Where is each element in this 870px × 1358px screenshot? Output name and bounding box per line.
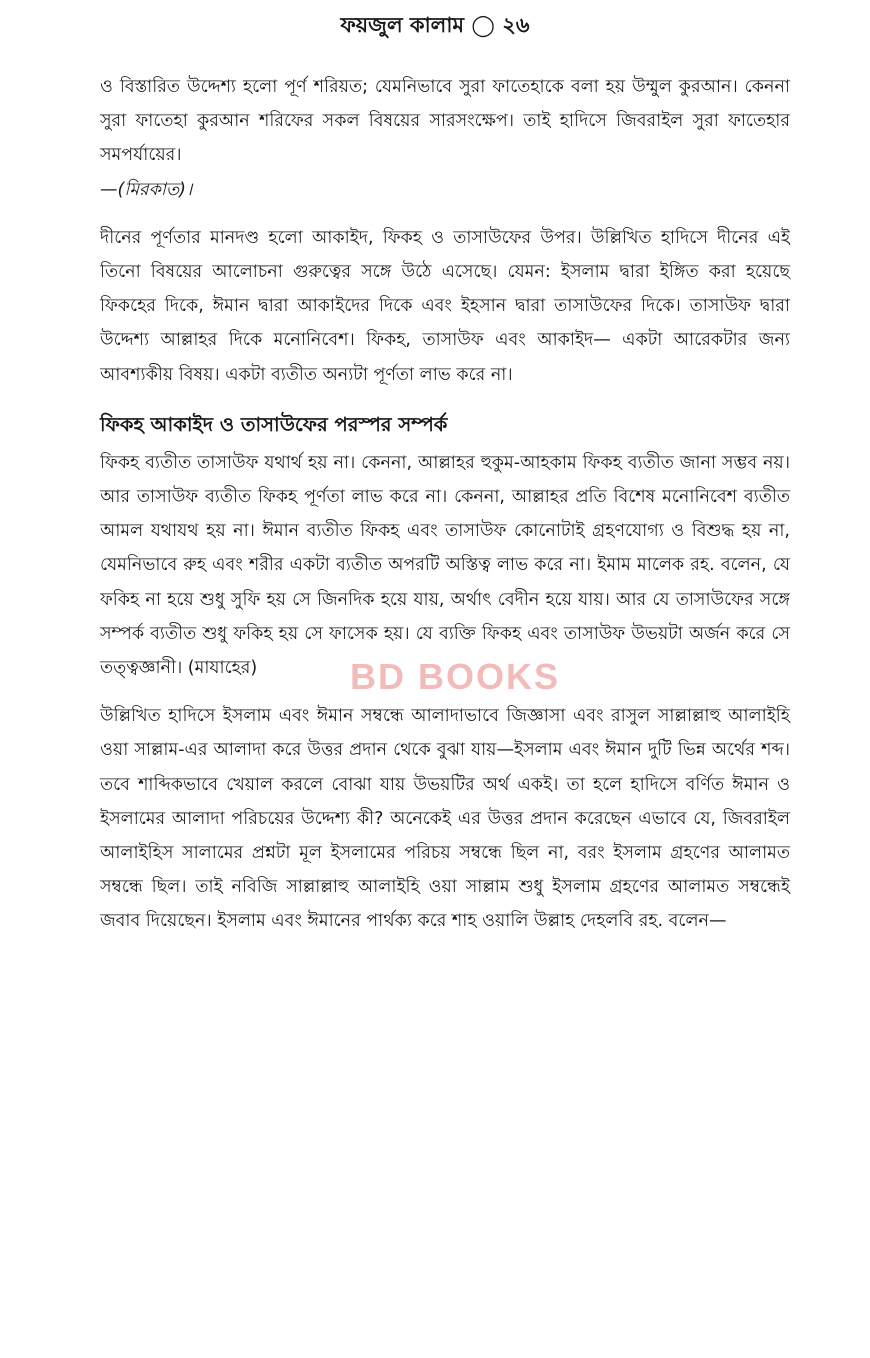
- citation-mirkat: —(মিরকাত)।: [100, 179, 193, 200]
- section-heading: ফিকহ আকাইদ ও তাসাউফের পরস্পর সম্পর্ক: [100, 412, 448, 436]
- header-separator-icon: ◯: [471, 13, 495, 37]
- book-title: ফয়জুল কালাম: [340, 13, 465, 37]
- page-header: [0, 8, 870, 42]
- page-number: ২৬: [502, 13, 530, 37]
- paragraph-1: ও বিস্তারিত উদ্দেশ্য হলো পূর্ণ শরিয়ত; যেমনিভাবে সুরা ফাতেহাকে বলা হয় উম্মুল কুরআন। কেননা সুরা ফাতেহা কুরআন শরিফের সকল বিষয়ের সারসংক্ষেপ। তাই হাদিসে জিবরাইল সুরা ফাতেহার সমপর্যায়ের।: [100, 77, 790, 166]
- paragraph-4: উল্লিখিত হাদিসে ইসলাম এবং ঈমান সম্বন্ধে আলাদাভাবে জিজ্ঞাসা এবং রাসুল সাল্লাল্লাহু আলাইহি ওয়া সাল্লাম-এর আলাদা করে উত্তর প্রদান থেকে বুঝা যায়—ইসলাম এবং ঈমান দুটি ভিন্ন অর্থের শব্দ। তবে শাব্দিকভাবে খেয়াল করলে বোঝা যায় উভয়টির অর্থ একই। তা হলে হাদিসে বর্ণিত ঈমান ও ইসলামের আলাদা পরিচয়ের উদ্দেশ্য কী? অনেকেই এর উত্তর প্রদান করেছেন এভাবে যে, জিবরাইল আলাইহিস সালামের প্রশ্নটা মূল ইসলামের পরিচয় সম্বন্ধে ছিল না, বরং ইসলাম গ্রহণের আলামত সম্বন্ধে ছিল। তাই নবিজি সাল্লাল্লাহু আলাইহি ওয়া সাল্লাম শুধু ইসলাম গ্রহণের আলামত সম্বন্ধেই জবাব দিয়েছেন। ইসলাম এবং ঈমানের পার্থক্য করে শাহ ওয়ালি উল্লাহ দেহলবি রহ. বলেন—: [100, 706, 790, 932]
- paragraph-3: ফিকহ ব্যতীত তাসাউফ যথার্থ হয় না। কেননা, আল্লাহর হুকুম-আহকাম ফিকহ ব্যতীত জানা সম্ভব নয়। আর তাসাউফ ব্যতীত ফিকহ পূর্ণতা লাভ করে না। কেননা, আল্লাহর প্রতি বিশেষ মনোনিবেশ ব্যতীত আমল যথাযথ হয় না। ঈমান ব্যতীত ফিকহ এবং তাসাউফ কোনোটাই গ্রহণযোগ্য ও বিশুদ্ধ হয় না, যেমনিভাবে রুহ এবং শরীর একটা ব্যতীত অপরটি অস্তিত্ব লাভ করে না। ইমাম মালেক রহ. বলেন, যে ফকিহ না হয়ে শুধু সুফি হয় সে জিনদিক হয়ে যায়, অর্থাৎ বেদীন হয়ে যায়। আর যে তাসাউফের সঙ্গে সম্পর্ক ব্যতীত শুধু ফকিহ হয় সে ফাসেক হয়। যে ব্যক্তি ফিকহ এবং তাসাউফ উভয়টা অর্জন করে সে তত্ত্বজ্ঞানী। (মাযাহের): [100, 452, 790, 679]
- page-body: [100, 70, 790, 953]
- watermark-logo: BD BOOKS: [349, 656, 560, 697]
- paragraph-2: দীনের পূর্ণতার মানদণ্ড হলো আকাইদ, ফিকহ ও তাসাউফের উপর। উল্লিখিত হাদিসে দীনের এই তিনো বিষয়ের আলোচনা গুরুত্বের সঙ্গে উঠে এসেছে। যেমন: ইসলাম দ্বারা ইঙ্গিত করা হয়েছে ফিকহের দিকে, ঈমান দ্বারা আকাইদের দিকে এবং ইহসান দ্বারা তাসাউফের দিকে। তাসাউফ দ্বারা উদ্দেশ্য আল্লাহর দিকে মনোনিবেশ। ফিকহ, তাসাউফ এবং আকাইদ— একটা আরেকটার জন্য আবশ্যকীয় বিষয়। একটা ব্যতীত অন্যটা পূর্ণতা লাভ করে না।: [100, 227, 790, 385]
